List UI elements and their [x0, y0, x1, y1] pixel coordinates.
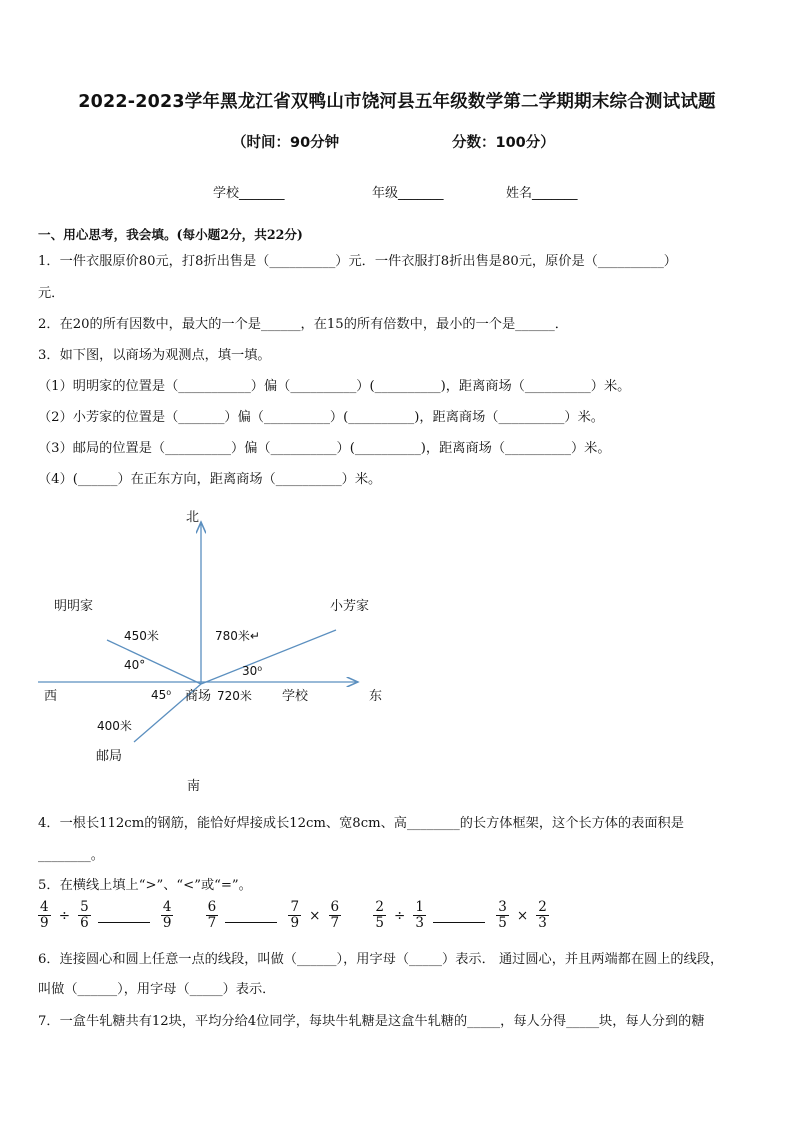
question-1-line-2: 元．: [38, 286, 65, 301]
question-2: 2．在20的所有因数中，最大的一个是______，在15的所有倍数中，最小的一个是______．: [38, 317, 568, 332]
answer-blank: [433, 908, 485, 923]
question-7: 7．一盒牛轧糖共有12块，平均分给4位同学，每块牛轧糖是这盒牛轧糖的_____，每人分得_____块，每人分到的糖: [38, 1014, 705, 1029]
operator: ×: [309, 907, 321, 924]
question-3-intro: 3．如下图，以商场为观测点，填一填。: [38, 348, 271, 363]
distance-720: 720米: [217, 689, 252, 703]
fraction: $\frac{1}{3}$: [415, 899, 424, 931]
name-field: 姓名_______: [506, 186, 578, 201]
operator: ÷: [394, 907, 406, 924]
angle-45: 45⁰: [151, 688, 172, 702]
exam-time: （时间：90分钟: [232, 135, 340, 151]
fraction: $\frac{2}{5}$: [375, 899, 384, 931]
distance-400: 400米: [97, 719, 132, 733]
mall-label: 商场: [185, 689, 212, 704]
answer-blank: [225, 908, 277, 923]
question-5-expressions: [38, 900, 549, 931]
answer-blank: [98, 908, 150, 923]
question-1-line-1: 1．一件衣服原价80元，打8折出售是（__________）元．一件衣服打8折出售是80元，原价是（__________）: [38, 254, 677, 269]
question-3-part-3: （3）邮局的位置是（__________）偏（__________）(__________)，距离商场（__________）米。: [38, 441, 611, 456]
fraction: $\frac{6}{7}$: [207, 899, 217, 931]
post-office-label: 邮局: [96, 749, 123, 764]
question-3-part-4: （4）(______）在正东方向，距离商场（__________）米。: [38, 472, 382, 487]
west-label: 西: [44, 689, 58, 704]
school-field: 学校_______: [213, 186, 285, 201]
south-label: 南: [187, 779, 201, 794]
direction-diagram: [0, 495, 794, 800]
xiaofang-label: 小芳家: [330, 599, 370, 614]
question-3-part-2: （2）小芳家的位置是（_______）偏（__________）(__________)，距离商场（__________）米。: [38, 410, 604, 425]
grade-field: 年级_______: [372, 186, 444, 201]
north-label: 北: [186, 510, 200, 525]
question-6-line-1: 6．连接圆心和圆上任意一点的线段，叫做（______），用字母（_____）表示． 通过圆心，并且两端都在圆上的线段，: [38, 952, 724, 967]
question-4-line-2: ________。: [38, 848, 104, 863]
fraction: $\frac{3}{5}$: [498, 899, 507, 931]
fraction: $\frac{5}{6}$: [80, 899, 89, 931]
fraction: $\frac{2}{3}$: [538, 899, 547, 931]
page-title: 2022-2023学年黑龙江省双鸭山市饶河县五年级数学第二学期期末综合测试试题: [78, 92, 716, 112]
east-label: 东: [369, 689, 383, 704]
fraction: $\frac{4}{9}$: [40, 899, 49, 931]
section-heading: 一、用心思考，我会填。(每小题2分，共22分): [38, 227, 303, 242]
angle-40: 40°: [124, 658, 146, 672]
fraction: $\frac{7}{9}$: [290, 899, 300, 931]
mingming-line: [107, 640, 201, 684]
operator: ÷: [58, 907, 70, 924]
question-5-intro: 5．在横线上填上“>”、“<”或“=”。: [38, 878, 252, 893]
mingming-label: 明明家: [54, 599, 94, 614]
distance-780: 780米↵: [215, 629, 260, 643]
exam-score: 分数：100分）: [452, 135, 555, 151]
fraction: $\frac{6}{7}$: [330, 899, 340, 931]
question-4-line-1: 4．一根长112cm的钢筋，能恰好焊接成长12cm、宽8cm、高________的长方体框架，这个长方体的表面积是: [38, 816, 684, 831]
operator: ×: [516, 907, 529, 924]
school-label: 学校: [282, 689, 309, 704]
angle-30: 30⁰: [242, 664, 263, 678]
question-6-line-2: 叫做（______），用字母（_____）表示．: [38, 982, 276, 997]
distance-450: 450米: [124, 629, 159, 643]
question-3-part-1: （1）明明家的位置是（___________）偏（__________）(__________)，距离商场（__________）米。: [38, 379, 631, 394]
fraction: $\frac{4}{9}$: [162, 899, 172, 931]
